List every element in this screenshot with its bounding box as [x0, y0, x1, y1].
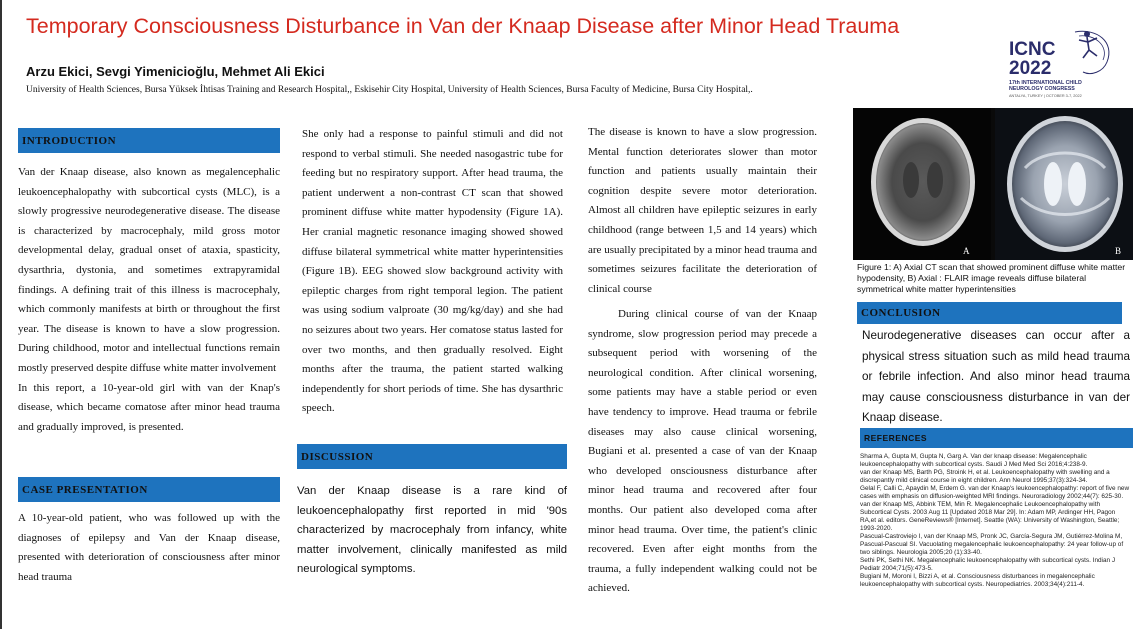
- figure-caption: Figure 1: A) Axial CT scan that showed prominent diffuse white matter hypodensity, B) Axial : FLAIR image reveals diffuse bilateral symmetrical white matter hyperintensities: [857, 262, 1126, 294]
- affiliation: University of Health Sciences, Bursa Yüksek İhtisas Training and Research Hospital,, Eskisehir City Hospital, University of Health Sciences, Bursa Faculty of Medicine, Bursa City Hospital,.: [26, 85, 753, 95]
- reference-item: van der Knaap MS, Abbink TEM, Min R. Megalencephalic Leukoencephalopathy with Subcortical Cysts. 2003 Aug 11 [Updated 2018 Mar 29]. In: Adam MP, Ardinger HH, Pagon RA,et al. editors. GeneReviews® [Internet]. Seattle (WA): University of Washington, Seattle; 1993-2020.: [860, 501, 1120, 532]
- reference-item: Sharma A, Gupta M, Gupta N, Garg A. Van der knaap disease: Megalencephalic leukoencephalopathy with subcortical cysts. Saudi J Med Med Sci 2016;4:238-9.: [860, 453, 1088, 468]
- brain-scan-images: [853, 108, 1133, 260]
- case-text-1: A 10-year-old patient, who was followed up with the diagnoses of epilepsy and Van der Knaap disease, presented with deterioration of consciousness after minor head trauma: [18, 512, 280, 583]
- reference-item: van der Knaap MS, Barth PG, Stroink H, et al. Leukoencephalopathy with swelling and a discrepantly mild clinical course in eight children. Ann Neurol 1995;37(3):324-34.: [860, 469, 1110, 484]
- discussion-heading: DISCUSSION: [297, 444, 567, 469]
- reference-item: Bugiani M, Moroni I, Bizzi A, et al. Consciousness disturbances in megalencephalic leukoencephalopathy with subcortical cysts. Neuropediatrics. 2003;34(4):211-4.: [860, 573, 1095, 588]
- authors: Arzu Ekici, Sevgi Yimenicioğlu, Mehmet Ali Ekici: [26, 64, 325, 79]
- reference-item: Gelal F, Calli C, Apaydin M, Erdem G. van der Knaap's leukoencephalopathy: report of five new cases with emphasis on diffusion-weighted MRI findings. Neuroradiology 2002;44(7): 625-30.: [860, 485, 1130, 500]
- poster-title: Temporary Consciousness Disturbance in Van der Knaap Disease after Minor Head Trauma: [26, 14, 900, 38]
- discussion-text-1: Van der Knaap disease is a rare kind of leukoencephalopathy first reported in mid '90s characterized by macrocephaly from infancy, white matter involvement, clinically manifested as mild neurological symptoms.: [297, 485, 567, 575]
- references-heading: REFERENCES: [860, 428, 1133, 448]
- figure-label-b: B: [1115, 246, 1122, 256]
- introduction-text: Van der Knaap disease, also known as megalencephalic leukoencephalopathy with subcortical cysts (MLC), is a slowly progressive neurodegenerative disease. The disease is characterized by macrocephaly, mild gross motor developmental delay, gradual onset of ataxia, spasticity, dysarthria, dystonia, and sometimes extrapyramidal findings. A defining trait of this illness is macrocephaly, which commonly manifests at birth or throughout the first year. The disease is known to have a slow progression. During childhood, motor and intellectual functions remain mostly preserved despite diffuse white matter involvement In this report, a 10-year-old girl with van der Knap's disease, which became comatose after minor head trauma and gradually improved, is presented.: [18, 166, 280, 433]
- case-heading: CASE PRESENTATION: [18, 477, 280, 502]
- logo-subtitle: 17th INTERNATIONAL CHILD NEUROLOGY CONGRESS: [1009, 80, 1082, 92]
- conclusion-heading: CONCLUSION: [857, 302, 1122, 324]
- discussion-text-3: During clinical course of van der Knaap syndrome, slow progression period may precede a subsequent period with worsening of the neurological condition. After clinical worsening, some patients may have a stable period or even have tendency to improve. Head trauma or febrile diseases may also cause clinical worsening, Bugiani et al. presented a case of van der Knaap who developed onsciousness disturbance after minor head trauma and recovered after four months. Our patient also developed coma after minor head trauma. Over time, the patient's clinic recovered. Even after eight months from the trauma, a fully independent walking could not be achieved.: [588, 308, 817, 595]
- reference-item: Pascual-Castroviejo I, van der Knaap MS, Pronk JC, García-Segura JM, Gutiérrez-Molina M, Pascual-Pascual SI. Vacuolating megalencephalic leukoencephalopathy: 24 year follow-up of two siblings. Neurologia 2005;20 (1):33-40.: [860, 533, 1124, 556]
- reference-item: Sethi PK, Sethi NK. Megalencephalic leukoencephalopathy with subcortical cysts. Indian J Pediatr 2004;71(5):473-5.: [860, 557, 1116, 572]
- logo-figure-icon: [1057, 28, 1119, 80]
- discussion-text-2: The disease is known to have a slow progression. Mental function deteriorates slower than motor function and patients usually maintain their cognition despite severe motor deterioration. Almost all children have epileptic seizures in early childhood (range between 1,5 and 14 years) which are usually precipitated by a minor head trauma and sometimes seizures facilitate the deterioration of clinical course: [588, 126, 817, 295]
- introduction-heading: INTRODUCTION: [18, 128, 280, 153]
- figure-label-a: A: [963, 246, 970, 256]
- case-text-2: She only had a response to painful stimuli and did not respond to verbal stimuli. She needed nasogastric tube for feeding but no respiratory support. After head trauma, the patient underwent a non-contrast CT scan that showed prominent diffuse white matter hypodensity (Figure 1A). Her cranial magnetic resonance imaging showed showed diffuse bilateral symmetrical white matter hyperintensities (Figure 1B). EEG showed slow background activity with epileptic charges from right temporal legion. The patient was using sodium valproate (30 mg/kg/day) and she had no seizures about two years. Her comatose status lasted for over two months, and then gradually resolved. Eight months after the trauma, the patient started walking independently for short periods of time. She has dysarthric speech.: [302, 128, 563, 415]
- logo-text: ICNC 2022: [1009, 39, 1056, 79]
- figure-images: [853, 108, 1133, 260]
- conclusion-text: Neurodegenerative diseases can occur after a physical stress situation such as mild head trauma or febrile infection. And also minor head trauma may cause consciousness disturbance in van der Knaap disease.: [862, 329, 1130, 424]
- references-list: [860, 453, 1132, 589]
- congress-logo: [1007, 28, 1125, 108]
- logo-tagline: ANTALYA, TURKEY | OCTOBER 3-7, 2022: [1009, 94, 1082, 98]
